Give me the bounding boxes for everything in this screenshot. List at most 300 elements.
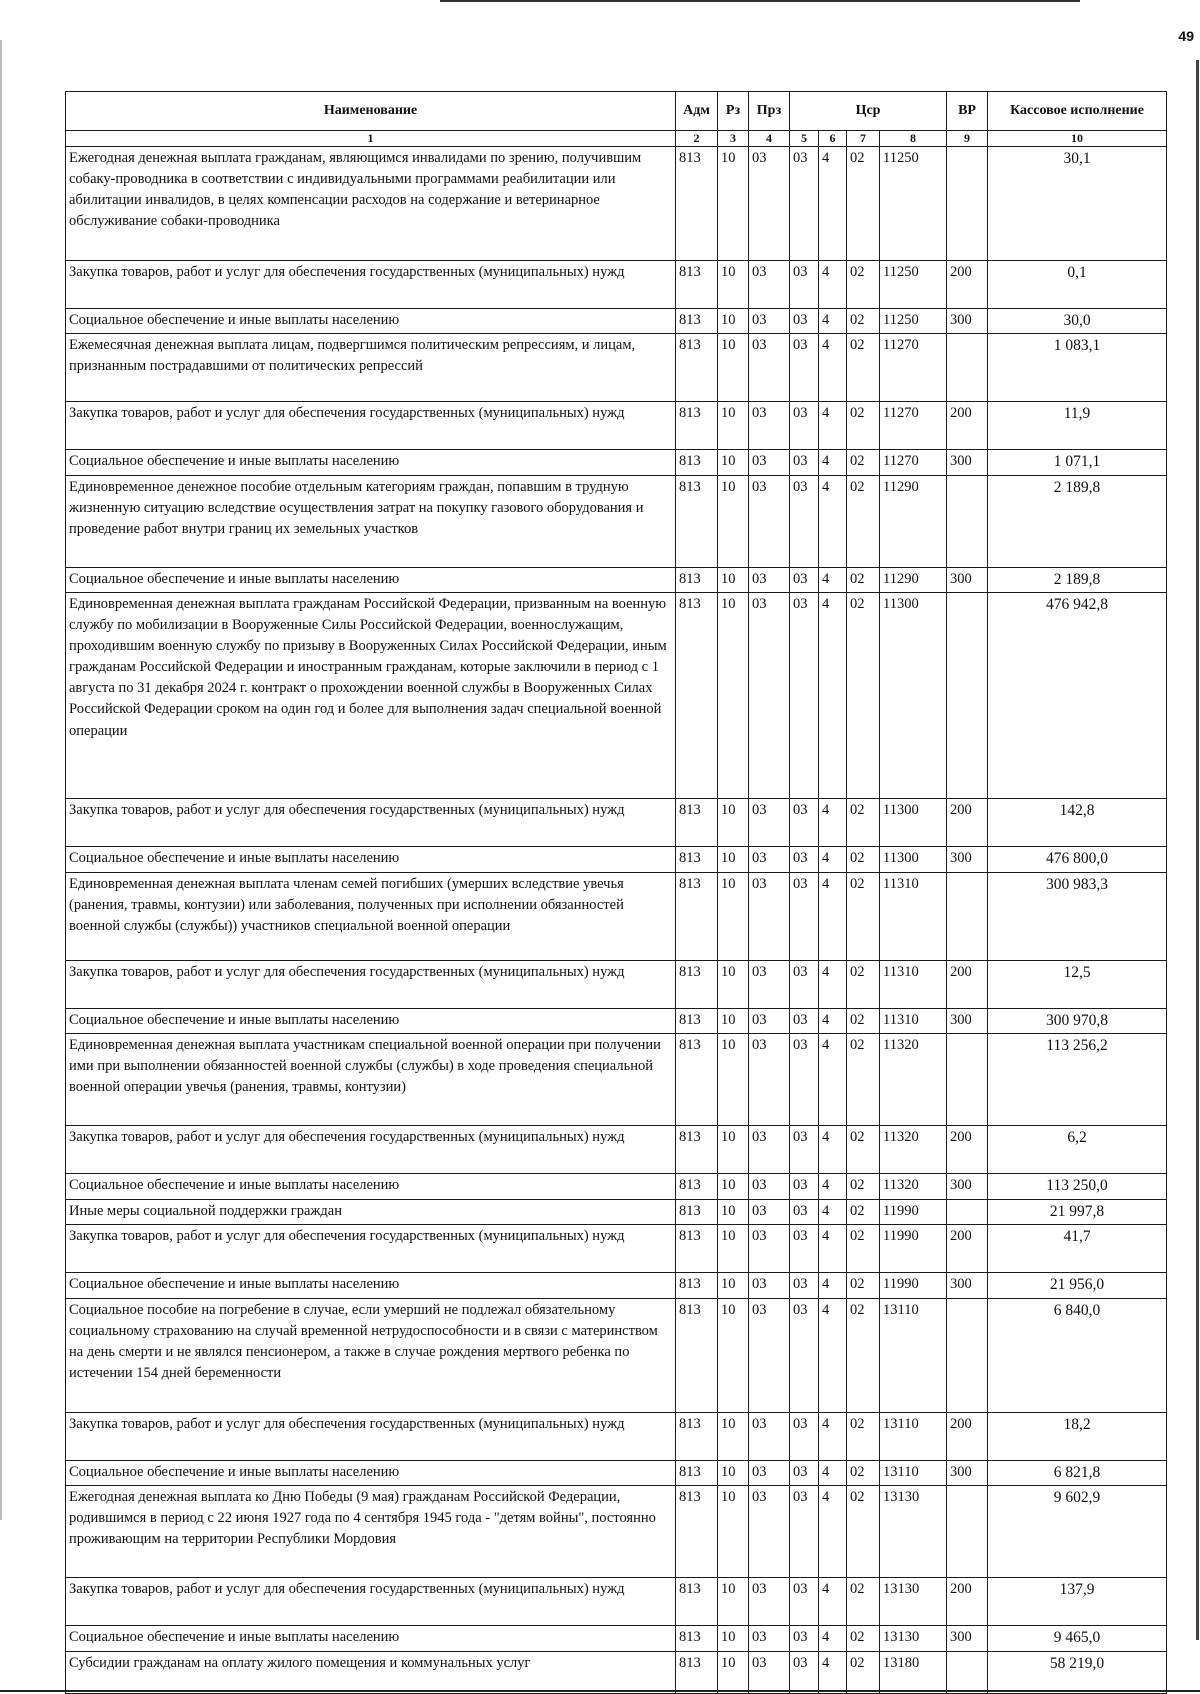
row-csr-4: 13180: [880, 1651, 947, 1693]
row-prz: 03: [749, 309, 790, 334]
row-csr-1: 03: [790, 1174, 819, 1199]
row-vr: 300: [947, 847, 988, 872]
row-adm: 813: [676, 450, 718, 475]
row-csr-2: 4: [819, 1486, 847, 1578]
row-value: 113 250,0: [988, 1174, 1167, 1199]
row-csr-4: 11320: [880, 1126, 947, 1174]
row-rz: 10: [718, 147, 749, 261]
row-csr-1: 03: [790, 1298, 819, 1412]
row-value: 2 189,8: [988, 475, 1167, 567]
row-csr-3: 02: [847, 960, 880, 1008]
row-csr-2: 4: [819, 847, 847, 872]
row-csr-4: 11270: [880, 334, 947, 402]
row-adm: 813: [676, 1626, 718, 1651]
row-vr: 200: [947, 1578, 988, 1626]
row-value: 476 942,8: [988, 593, 1167, 799]
row-value: 1 083,1: [988, 334, 1167, 402]
table-body: [66, 147, 1167, 1694]
row-name: Закупка товаров, работ и услуг для обеспечения государственных (муниципальных) нужд: [66, 1412, 676, 1460]
row-adm: 813: [676, 960, 718, 1008]
row-csr-3: 02: [847, 1174, 880, 1199]
row-rz: 10: [718, 402, 749, 450]
row-csr-1: 03: [790, 960, 819, 1008]
table-row: [66, 960, 1167, 1008]
header-adm: Адм: [676, 92, 718, 131]
row-adm: 813: [676, 799, 718, 847]
row-name: Социальное обеспечение и иные выплаты населению: [66, 1626, 676, 1651]
row-csr-4: 13110: [880, 1460, 947, 1485]
scan-left-edge: [0, 40, 2, 1520]
row-csr-1: 03: [790, 847, 819, 872]
row-rz: 10: [718, 872, 749, 960]
row-vr: [947, 1034, 988, 1126]
row-rz: 10: [718, 1126, 749, 1174]
row-csr-1: 03: [790, 567, 819, 592]
row-vr: [947, 872, 988, 960]
row-csr-1: 03: [790, 334, 819, 402]
row-prz: 03: [749, 1460, 790, 1485]
row-csr-2: 4: [819, 872, 847, 960]
row-adm: 813: [676, 1225, 718, 1273]
row-rz: 10: [718, 261, 749, 309]
row-csr-3: 02: [847, 1126, 880, 1174]
row-name: Единовременная денежная выплата гражданам Российской Федерации, призванным на военную службу по мобилизации в Вооруженные Силы Российской Федерации, военнослужащим, проходившим военную службу по призыву в Вооруженных Силах Российской Федерации, иным гражданам Российской Федерации и иностранным гражданам, которые заключили в период с 1 августа по 31 декабря 2024 г. контракт о прохождении военной службы в Вооруженных Силах Российской Федерации сроком на один год и более для выполнения задач специальной военной операции: [66, 593, 676, 799]
row-csr-4: 11320: [880, 1174, 947, 1199]
row-csr-3: 02: [847, 1225, 880, 1273]
row-csr-3: 02: [847, 475, 880, 567]
row-rz: 10: [718, 334, 749, 402]
row-name: Социальное обеспечение и иные выплаты населению: [66, 567, 676, 592]
table-row: [66, 847, 1167, 872]
row-value: 6,2: [988, 1126, 1167, 1174]
row-csr-2: 4: [819, 402, 847, 450]
row-value: 41,7: [988, 1225, 1167, 1273]
row-csr-4: 11250: [880, 309, 947, 334]
row-csr-1: 03: [790, 1651, 819, 1693]
table-row: [66, 1225, 1167, 1273]
row-name: Единовременная денежная выплата членам семей погибших (умерших вследствие увечья (ранения, травмы, контузии) или заболевания, полученных при исполнении обязанностей военной службы (службы)) участников специальной военной операции: [66, 872, 676, 960]
row-rz: 10: [718, 1174, 749, 1199]
row-prz: 03: [749, 1225, 790, 1273]
row-adm: 813: [676, 1578, 718, 1626]
row-csr-3: 02: [847, 450, 880, 475]
table-row: [66, 1412, 1167, 1460]
row-name: Социальное обеспечение и иные выплаты населению: [66, 1174, 676, 1199]
row-csr-2: 4: [819, 799, 847, 847]
column-number: 9: [947, 131, 988, 147]
row-rz: 10: [718, 847, 749, 872]
row-csr-2: 4: [819, 261, 847, 309]
scan-right-edge: [1196, 60, 1199, 1640]
row-prz: 03: [749, 1486, 790, 1578]
row-csr-3: 02: [847, 1651, 880, 1693]
row-csr-2: 4: [819, 1298, 847, 1412]
row-csr-4: 13110: [880, 1412, 947, 1460]
row-rz: 10: [718, 1626, 749, 1651]
row-name: Субсидии гражданам на оплату жилого помещения и коммунальных услуг: [66, 1651, 676, 1693]
row-adm: 813: [676, 261, 718, 309]
row-value: 21 956,0: [988, 1273, 1167, 1298]
table-row: [66, 1008, 1167, 1033]
row-prz: 03: [749, 402, 790, 450]
page-number: 49: [1178, 28, 1194, 44]
row-csr-4: 11300: [880, 847, 947, 872]
row-vr: [947, 593, 988, 799]
header-name: Наименование: [66, 92, 676, 131]
row-csr-2: 4: [819, 1008, 847, 1033]
row-adm: 813: [676, 1174, 718, 1199]
row-csr-4: 11990: [880, 1199, 947, 1224]
row-csr-2: 4: [819, 1199, 847, 1224]
row-csr-2: 4: [819, 1273, 847, 1298]
row-name: Закупка товаров, работ и услуг для обеспечения государственных (муниципальных) нужд: [66, 1578, 676, 1626]
row-adm: 813: [676, 309, 718, 334]
row-csr-1: 03: [790, 261, 819, 309]
row-name: Социальное обеспечение и иные выплаты населению: [66, 847, 676, 872]
row-csr-4: 11310: [880, 960, 947, 1008]
row-csr-3: 02: [847, 567, 880, 592]
header-rz: Рз: [718, 92, 749, 131]
row-value: 58 219,0: [988, 1651, 1167, 1693]
row-name: Единовременная денежная выплата участникам специальной военной операции при получении ими при выполнении обязанностей военной службы (службы) в ходе проведения специальной военной операции увечья (ранения, травмы, контузии): [66, 1034, 676, 1126]
row-rz: 10: [718, 1199, 749, 1224]
row-value: 18,2: [988, 1412, 1167, 1460]
row-vr: 300: [947, 1273, 988, 1298]
row-csr-4: 13130: [880, 1626, 947, 1651]
row-csr-1: 03: [790, 1412, 819, 1460]
row-csr-3: 02: [847, 309, 880, 334]
row-adm: 813: [676, 1298, 718, 1412]
table-row: [66, 1126, 1167, 1174]
row-csr-3: 02: [847, 1034, 880, 1126]
table-row: [66, 1273, 1167, 1298]
row-name: Единовременное денежное пособие отдельным категориям граждан, попавшим в трудную жизненную ситуацию вследствие осуществления затрат на покупку газового оборудования и проведение работ внутри границ их земельных участков: [66, 475, 676, 567]
row-prz: 03: [749, 1126, 790, 1174]
table-row: [66, 1174, 1167, 1199]
table-row: [66, 309, 1167, 334]
row-csr-1: 03: [790, 1626, 819, 1651]
row-vr: 300: [947, 567, 988, 592]
row-csr-3: 02: [847, 1412, 880, 1460]
column-number: 5: [790, 131, 819, 147]
row-csr-1: 03: [790, 402, 819, 450]
row-vr: [947, 475, 988, 567]
row-vr: 200: [947, 402, 988, 450]
table-row: [66, 1578, 1167, 1626]
table-row: [66, 1486, 1167, 1578]
row-value: 9 465,0: [988, 1626, 1167, 1651]
table-row: [66, 450, 1167, 475]
table-row: [66, 1460, 1167, 1485]
row-csr-2: 4: [819, 475, 847, 567]
row-prz: 03: [749, 593, 790, 799]
row-csr-2: 4: [819, 1651, 847, 1693]
row-vr: [947, 1199, 988, 1224]
row-adm: 813: [676, 1460, 718, 1485]
row-rz: 10: [718, 1298, 749, 1412]
row-csr-1: 03: [790, 1008, 819, 1033]
row-name: Закупка товаров, работ и услуг для обеспечения государственных (муниципальных) нужд: [66, 261, 676, 309]
row-csr-1: 03: [790, 1460, 819, 1485]
row-adm: 813: [676, 1126, 718, 1174]
row-prz: 03: [749, 960, 790, 1008]
row-name: Иные меры социальной поддержки граждан: [66, 1199, 676, 1224]
row-prz: 03: [749, 567, 790, 592]
row-adm: 813: [676, 1008, 718, 1033]
row-csr-2: 4: [819, 1126, 847, 1174]
row-csr-4: 13110: [880, 1298, 947, 1412]
row-csr-4: 13130: [880, 1486, 947, 1578]
row-name: Социальное пособие на погребение в случае, если умерший не подлежал обязательному социальному страхованию на случай временной нетрудоспособности и в связи с материнством на день смерти и не являлся пенсионером, а также в случае рождения мертвого ребенка по истечении 154 дней беременности: [66, 1298, 676, 1412]
row-csr-2: 4: [819, 1225, 847, 1273]
row-rz: 10: [718, 1578, 749, 1626]
row-prz: 03: [749, 1199, 790, 1224]
row-csr-3: 02: [847, 1199, 880, 1224]
row-csr-2: 4: [819, 593, 847, 799]
header-row: [66, 92, 1167, 131]
row-value: 137,9: [988, 1578, 1167, 1626]
row-csr-3: 02: [847, 261, 880, 309]
row-rz: 10: [718, 1460, 749, 1485]
row-csr-2: 4: [819, 567, 847, 592]
row-adm: 813: [676, 593, 718, 799]
row-csr-4: 11270: [880, 450, 947, 475]
row-csr-2: 4: [819, 334, 847, 402]
row-value: 21 997,8: [988, 1199, 1167, 1224]
table-row: [66, 1651, 1167, 1693]
row-adm: 813: [676, 1273, 718, 1298]
row-csr-1: 03: [790, 1225, 819, 1273]
row-vr: 300: [947, 1460, 988, 1485]
row-rz: 10: [718, 1273, 749, 1298]
row-adm: 813: [676, 147, 718, 261]
row-csr-2: 4: [819, 1626, 847, 1651]
row-value: 142,8: [988, 799, 1167, 847]
row-adm: 813: [676, 1199, 718, 1224]
row-csr-4: 11310: [880, 1008, 947, 1033]
row-value: 0,1: [988, 261, 1167, 309]
row-prz: 03: [749, 1034, 790, 1126]
row-csr-4: 11990: [880, 1225, 947, 1273]
row-value: 12,5: [988, 960, 1167, 1008]
row-rz: 10: [718, 593, 749, 799]
row-csr-3: 02: [847, 847, 880, 872]
column-number: 7: [847, 131, 880, 147]
row-csr-3: 02: [847, 334, 880, 402]
row-rz: 10: [718, 567, 749, 592]
row-vr: 200: [947, 799, 988, 847]
row-name: Социальное обеспечение и иные выплаты населению: [66, 450, 676, 475]
row-rz: 10: [718, 1412, 749, 1460]
row-prz: 03: [749, 1174, 790, 1199]
row-prz: 03: [749, 334, 790, 402]
row-csr-3: 02: [847, 872, 880, 960]
row-rz: 10: [718, 799, 749, 847]
row-csr-2: 4: [819, 1174, 847, 1199]
row-adm: 813: [676, 1034, 718, 1126]
row-csr-3: 02: [847, 593, 880, 799]
row-adm: 813: [676, 475, 718, 567]
row-csr-4: 11290: [880, 567, 947, 592]
row-csr-3: 02: [847, 1578, 880, 1626]
row-name: Ежегодная денежная выплата ко Дню Победы (9 мая) гражданам Российской Федерации, родившимся в период с 22 июня 1927 года по 4 сентября 1945 года - "детям войны", постоянно проживающим на территории Республики Мордовия: [66, 1486, 676, 1578]
row-adm: 813: [676, 567, 718, 592]
table-row: [66, 475, 1167, 567]
row-csr-3: 02: [847, 799, 880, 847]
row-csr-2: 4: [819, 309, 847, 334]
column-number-row: [66, 131, 1167, 147]
column-number: 2: [676, 131, 718, 147]
row-csr-1: 03: [790, 1199, 819, 1224]
row-rz: 10: [718, 309, 749, 334]
row-value: 6 821,8: [988, 1460, 1167, 1485]
row-prz: 03: [749, 1273, 790, 1298]
row-csr-1: 03: [790, 450, 819, 475]
table-row: [66, 1298, 1167, 1412]
row-csr-2: 4: [819, 1460, 847, 1485]
row-csr-2: 4: [819, 1034, 847, 1126]
row-prz: 03: [749, 475, 790, 567]
row-value: 113 256,2: [988, 1034, 1167, 1126]
row-value: 2 189,8: [988, 567, 1167, 592]
row-vr: 200: [947, 1412, 988, 1460]
row-value: 30,1: [988, 147, 1167, 261]
row-vr: [947, 147, 988, 261]
table-row: [66, 593, 1167, 799]
row-vr: 200: [947, 261, 988, 309]
row-rz: 10: [718, 1008, 749, 1033]
row-prz: 03: [749, 261, 790, 309]
row-vr: 300: [947, 309, 988, 334]
table-row: [66, 402, 1167, 450]
row-csr-4: 13130: [880, 1578, 947, 1626]
row-csr-1: 03: [790, 309, 819, 334]
row-csr-4: 11300: [880, 799, 947, 847]
row-csr-3: 02: [847, 1273, 880, 1298]
row-csr-1: 03: [790, 593, 819, 799]
row-vr: 200: [947, 1225, 988, 1273]
row-prz: 03: [749, 872, 790, 960]
row-csr-3: 02: [847, 1626, 880, 1651]
column-number: 6: [819, 131, 847, 147]
row-vr: [947, 1298, 988, 1412]
header-prz: Прз: [749, 92, 790, 131]
row-csr-4: 11300: [880, 593, 947, 799]
row-csr-1: 03: [790, 1578, 819, 1626]
row-csr-4: 11250: [880, 147, 947, 261]
row-prz: 03: [749, 1008, 790, 1033]
row-csr-2: 4: [819, 1578, 847, 1626]
row-value: 6 840,0: [988, 1298, 1167, 1412]
row-csr-1: 03: [790, 1486, 819, 1578]
row-csr-2: 4: [819, 147, 847, 261]
header-value: Кассовое исполнение: [988, 92, 1167, 131]
row-rz: 10: [718, 1651, 749, 1693]
column-number: 4: [749, 131, 790, 147]
row-rz: 10: [718, 1034, 749, 1126]
row-csr-4: 11990: [880, 1273, 947, 1298]
row-csr-3: 02: [847, 1460, 880, 1485]
row-csr-1: 03: [790, 872, 819, 960]
row-adm: 813: [676, 334, 718, 402]
row-prz: 03: [749, 847, 790, 872]
row-value: 11,9: [988, 402, 1167, 450]
row-csr-4: 11250: [880, 261, 947, 309]
row-csr-4: 11310: [880, 872, 947, 960]
row-vr: [947, 334, 988, 402]
column-number: 1: [66, 131, 676, 147]
table-row: [66, 799, 1167, 847]
row-adm: 813: [676, 1486, 718, 1578]
row-csr-3: 02: [847, 147, 880, 261]
row-vr: 200: [947, 960, 988, 1008]
row-vr: 300: [947, 1008, 988, 1033]
column-number: 3: [718, 131, 749, 147]
header-csr: Цср: [790, 92, 947, 131]
row-vr: [947, 1486, 988, 1578]
row-prz: 03: [749, 799, 790, 847]
row-value: 9 602,9: [988, 1486, 1167, 1578]
row-adm: 813: [676, 872, 718, 960]
row-vr: 300: [947, 1174, 988, 1199]
row-vr: 200: [947, 1126, 988, 1174]
row-csr-2: 4: [819, 450, 847, 475]
table-row: [66, 147, 1167, 261]
row-name: Социальное обеспечение и иные выплаты населению: [66, 309, 676, 334]
row-name: Закупка товаров, работ и услуг для обеспечения государственных (муниципальных) нужд: [66, 1225, 676, 1273]
row-name: Социальное обеспечение и иные выплаты населению: [66, 1460, 676, 1485]
row-value: 476 800,0: [988, 847, 1167, 872]
row-name: Закупка товаров, работ и услуг для обеспечения государственных (муниципальных) нужд: [66, 799, 676, 847]
row-csr-3: 02: [847, 402, 880, 450]
row-prz: 03: [749, 1651, 790, 1693]
row-csr-4: 11320: [880, 1034, 947, 1126]
budget-execution-table: [65, 91, 1167, 1694]
table-row: [66, 261, 1167, 309]
row-value: 30,0: [988, 309, 1167, 334]
header-vr: ВР: [947, 92, 988, 131]
row-adm: 813: [676, 1412, 718, 1460]
row-csr-3: 02: [847, 1008, 880, 1033]
row-value: 300 970,8: [988, 1008, 1167, 1033]
row-name: Ежемесячная денежная выплата лицам, подвергшимся политическим репрессиям, и лицам, признанным пострадавшими от политических репрессий: [66, 334, 676, 402]
table-row: [66, 872, 1167, 960]
row-name: Закупка товаров, работ и услуг для обеспечения государственных (муниципальных) нужд: [66, 960, 676, 1008]
row-rz: 10: [718, 1225, 749, 1273]
row-rz: 10: [718, 450, 749, 475]
row-prz: 03: [749, 1412, 790, 1460]
row-vr: 300: [947, 1626, 988, 1651]
row-csr-1: 03: [790, 475, 819, 567]
row-adm: 813: [676, 402, 718, 450]
row-name: Закупка товаров, работ и услуг для обеспечения государственных (муниципальных) нужд: [66, 1126, 676, 1174]
row-prz: 03: [749, 1578, 790, 1626]
row-csr-3: 02: [847, 1298, 880, 1412]
row-csr-1: 03: [790, 1034, 819, 1126]
row-csr-4: 11270: [880, 402, 947, 450]
row-name: Ежегодная денежная выплата гражданам, являющимся инвалидами по зрению, получившим собаку-проводника в соответствии с индивидуальными программами реабилитации или абилитации инвалидов, в целях компенсации расходов на содержание и ветеринарное обслуживание собаки-проводника: [66, 147, 676, 261]
row-rz: 10: [718, 1486, 749, 1578]
row-csr-1: 03: [790, 799, 819, 847]
row-value: 300 983,3: [988, 872, 1167, 960]
row-name: Социальное обеспечение и иные выплаты населению: [66, 1008, 676, 1033]
row-adm: 813: [676, 847, 718, 872]
row-adm: 813: [676, 1651, 718, 1693]
table-row: [66, 1626, 1167, 1651]
row-csr-1: 03: [790, 147, 819, 261]
row-csr-4: 11290: [880, 475, 947, 567]
row-prz: 03: [749, 450, 790, 475]
